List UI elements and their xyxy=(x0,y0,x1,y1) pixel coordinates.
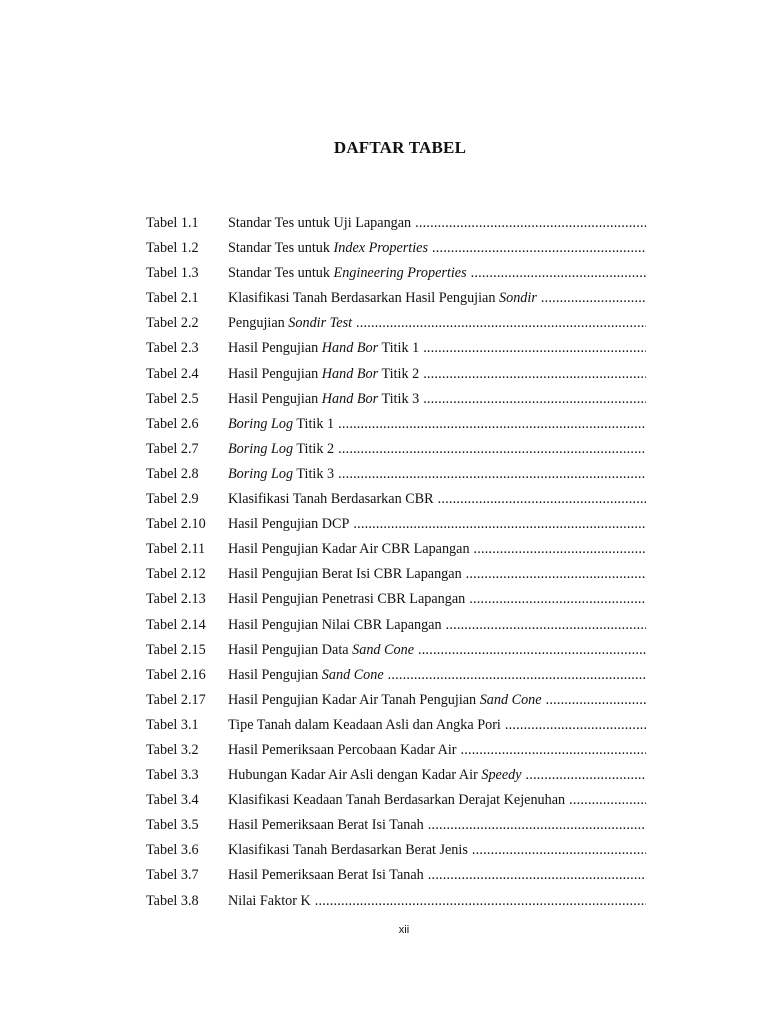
toc-entry[interactable] xyxy=(146,867,646,892)
toc-entry-title-text: Pengujian xyxy=(228,315,289,332)
toc-entry-number: Tabel 2.10 xyxy=(146,516,206,533)
toc-entry-title xyxy=(228,842,468,859)
toc-entry-title-text: Klasifikasi Keadaan Tanah Berdasarkan Derajat Kejenuhan xyxy=(228,792,566,809)
toc-entry[interactable] xyxy=(146,842,646,867)
toc-entry-title xyxy=(228,591,465,608)
toc-entry[interactable] xyxy=(146,893,646,918)
toc-entry-title xyxy=(228,541,470,558)
toc-entry-title xyxy=(228,290,537,307)
toc-entry-leader-dots xyxy=(338,466,646,483)
toc-entry[interactable] xyxy=(146,340,646,365)
toc-entry-leader-dots xyxy=(338,416,646,433)
toc-entry-leader-dots xyxy=(423,366,646,383)
toc-entry-title xyxy=(228,315,352,332)
toc-entry-title xyxy=(228,340,419,357)
toc-entry-number: Tabel 1.2 xyxy=(146,240,199,257)
toc-entry-title-italic: Sand Cone xyxy=(479,691,542,708)
toc-entry-title-text: Klasifikasi Tanah Berdasarkan Hasil Pengujian xyxy=(228,290,499,307)
toc-entry[interactable] xyxy=(146,441,646,466)
toc-entry-number: Tabel 3.2 xyxy=(146,741,199,758)
toc-entry-number: Tabel 2.13 xyxy=(146,591,206,608)
toc-entry-title xyxy=(228,366,419,383)
toc-entry-number: Tabel 2.11 xyxy=(146,541,206,558)
toc-entry-leader-dots xyxy=(423,391,646,408)
toc-entry-leader-dots xyxy=(315,893,646,910)
toc-entry-title xyxy=(228,516,349,533)
toc-entry-leader-dots xyxy=(428,867,646,884)
toc-entry[interactable] xyxy=(146,792,646,817)
toc-entry[interactable] xyxy=(146,617,646,642)
table-list xyxy=(146,215,646,918)
toc-entry-title xyxy=(228,491,434,508)
toc-entry-leader-dots xyxy=(469,591,646,608)
toc-entry-title xyxy=(228,215,411,232)
toc-entry-title-text: Titik 1 xyxy=(378,340,420,357)
toc-entry[interactable] xyxy=(146,717,646,742)
toc-entry-title-text: Klasifikasi Tanah Berdasarkan Berat Jenis xyxy=(228,842,468,859)
toc-entry[interactable] xyxy=(146,817,646,842)
toc-entry-title xyxy=(228,817,424,834)
toc-entry-leader-dots xyxy=(466,566,646,583)
toc-entry[interactable] xyxy=(146,215,646,240)
toc-entry-number: Tabel 2.12 xyxy=(146,566,206,583)
toc-entry-title-text: Nilai Faktor K xyxy=(228,892,311,909)
toc-entry[interactable] xyxy=(146,566,646,591)
toc-entry-leader-dots xyxy=(569,792,646,809)
toc-entry-number: Tabel 2.15 xyxy=(146,641,206,658)
toc-entry-title-text: Standar Tes untuk xyxy=(228,240,334,257)
toc-entry-title-italic: Hand Bor xyxy=(321,390,379,407)
toc-entry-leader-dots xyxy=(472,842,646,859)
toc-entry-leader-dots xyxy=(388,667,646,684)
toc-entry-title xyxy=(228,240,428,257)
toc-entry[interactable] xyxy=(146,391,646,416)
toc-entry-title xyxy=(228,441,334,458)
toc-entry-title-text: Hasil Pengujian xyxy=(228,365,322,382)
toc-entry[interactable] xyxy=(146,591,646,616)
toc-entry-leader-dots xyxy=(428,817,646,834)
toc-entry-number: Tabel 3.3 xyxy=(146,767,199,784)
toc-entry[interactable] xyxy=(146,265,646,290)
toc-entry[interactable] xyxy=(146,290,646,315)
toc-entry[interactable] xyxy=(146,416,646,441)
toc-entry-title-text: Hasil Pemeriksaan Berat Isi Tanah xyxy=(228,817,424,834)
toc-entry-number: Tabel 2.9 xyxy=(146,491,199,508)
toc-entry-title-italic: Sondir xyxy=(499,290,537,307)
toc-entry-title-text: Hasil Pengujian Berat Isi CBR Lapangan xyxy=(228,566,462,583)
toc-entry-title-italic: Hand Bor xyxy=(321,340,379,357)
toc-entry-title-text: Hubungan Kadar Air Asli dengan Kadar Air xyxy=(228,767,482,784)
toc-entry-title-italic: Sand Cone xyxy=(321,666,384,683)
toc-entry-title xyxy=(228,692,542,709)
toc-entry-title-italic: Engineering Properties xyxy=(333,265,467,282)
toc-entry-leader-dots xyxy=(438,491,646,508)
toc-entry-title-text: Hasil Pengujian Nilai CBR Lapangan xyxy=(228,616,442,633)
page-title: DAFTAR TABEL xyxy=(333,138,467,157)
toc-entry-leader-dots xyxy=(432,240,646,257)
toc-entry-leader-dots xyxy=(338,441,646,458)
toc-entry-title-text: Hasil Pemeriksaan Percobaan Kadar Air xyxy=(228,741,457,758)
toc-entry-title xyxy=(228,792,565,809)
toc-entry-number: Tabel 2.14 xyxy=(146,616,206,633)
toc-entry[interactable] xyxy=(146,516,646,541)
toc-entry-title xyxy=(228,742,457,759)
toc-entry-title-text: Hasil Pengujian xyxy=(228,390,322,407)
toc-entry[interactable] xyxy=(146,240,646,265)
toc-entry-leader-dots xyxy=(353,516,646,533)
toc-entry-leader-dots xyxy=(471,265,646,282)
toc-entry-leader-dots xyxy=(415,215,646,232)
toc-entry-title-italic: Boring Log xyxy=(228,415,294,432)
toc-entry-leader-dots xyxy=(356,315,646,332)
toc-entry-number: Tabel 1.1 xyxy=(146,215,199,231)
toc-entry-title-text: Hasil Pengujian Kadar Air CBR Lapangan xyxy=(228,541,470,558)
toc-entry[interactable] xyxy=(146,491,646,516)
toc-entry-number: Tabel 2.4 xyxy=(146,365,199,382)
toc-entry-leader-dots xyxy=(418,642,646,659)
toc-entry-number: Tabel 2.1 xyxy=(146,290,199,307)
toc-entry-title xyxy=(228,391,419,408)
toc-entry-title-text: Standar Tes untuk xyxy=(228,265,334,282)
toc-entry[interactable] xyxy=(146,466,646,491)
toc-entry-leader-dots xyxy=(541,290,646,307)
toc-entry[interactable] xyxy=(146,541,646,566)
toc-entry-title xyxy=(228,767,522,784)
toc-entry-title xyxy=(228,642,414,659)
toc-entry-title-italic: Boring Log xyxy=(228,465,294,482)
toc-entry[interactable] xyxy=(146,692,646,717)
toc-entry-number: Tabel 2.2 xyxy=(146,315,199,332)
toc-entry[interactable] xyxy=(146,366,646,391)
toc-entry-title xyxy=(228,667,384,684)
toc-entry-title xyxy=(228,893,311,910)
toc-entry-number: Tabel 2.3 xyxy=(146,340,199,357)
toc-entry[interactable] xyxy=(146,315,646,340)
toc-entry-number: Tabel 3.4 xyxy=(146,792,199,809)
toc-entry-title xyxy=(228,416,334,433)
toc-entry-title-italic: Hand Bor xyxy=(321,365,379,382)
toc-entry[interactable] xyxy=(146,767,646,792)
toc-entry-leader-dots xyxy=(446,617,646,634)
toc-entry-title-text: Titik 3 xyxy=(378,390,420,407)
toc-entry-number: Tabel 2.16 xyxy=(146,666,206,683)
toc-entry-title-text: Hasil Pengujian Data xyxy=(228,641,353,658)
toc-entry-title-text: Titik 2 xyxy=(293,440,335,457)
toc-entry-leader-dots xyxy=(526,767,646,784)
toc-entry-title xyxy=(228,265,467,282)
toc-entry-title-text: Klasifikasi Tanah Berdasarkan CBR xyxy=(228,491,434,508)
toc-entry-number: Tabel 2.5 xyxy=(146,390,199,407)
toc-entry-leader-dots xyxy=(546,692,646,709)
toc-entry-number: Tabel 3.1 xyxy=(146,716,199,733)
toc-entry-number: Tabel 3.6 xyxy=(146,842,199,859)
toc-entry-title-text: Hasil Pengujian xyxy=(228,666,322,683)
toc-entry-title-text: Titik 2 xyxy=(378,365,420,382)
toc-entry[interactable] xyxy=(146,642,646,667)
toc-entry[interactable] xyxy=(146,742,646,767)
toc-entry-number: Tabel 2.7 xyxy=(146,440,199,457)
toc-entry-leader-dots xyxy=(423,340,646,357)
toc-entry-title-italic: Sand Cone xyxy=(352,641,414,658)
toc-entry-title-italic: Boring Log xyxy=(228,440,294,457)
toc-entry-title xyxy=(228,466,334,483)
toc-entry-number: Tabel 1.3 xyxy=(146,265,199,282)
toc-entry-number: Tabel 2.8 xyxy=(146,465,199,482)
toc-entry-title-text: Titik 1 xyxy=(293,415,335,432)
toc-entry-title-italic: Sondir Test xyxy=(288,315,353,332)
toc-entry-title-italic: Index Properties xyxy=(333,240,428,257)
toc-entry-number: Tabel 3.5 xyxy=(146,817,199,834)
toc-entry-title-text: Titik 3 xyxy=(293,465,335,482)
toc-entry-title-italic: Speedy xyxy=(481,767,522,784)
toc-entry-title-text: Hasil Pengujian Kadar Air Tanah Pengujian xyxy=(228,691,480,708)
toc-entry-number: Tabel 3.8 xyxy=(146,892,199,909)
toc-entry-title xyxy=(228,617,442,634)
toc-entry-leader-dots xyxy=(461,742,647,759)
toc-entry-leader-dots xyxy=(505,717,646,734)
toc-entry-title-text: Hasil Pengujian xyxy=(228,340,322,357)
toc-entry-title-text: Hasil Pengujian DCP xyxy=(228,516,350,533)
toc-entry-title xyxy=(228,717,501,734)
toc-entry-number: Tabel 2.17 xyxy=(146,691,206,708)
page-number: xii xyxy=(398,924,410,936)
toc-entry-number: Tabel 2.6 xyxy=(146,415,199,432)
toc-entry-title-text: Hasil Pemeriksaan Berat Isi Tanah xyxy=(228,867,424,884)
toc-entry-title xyxy=(228,867,424,884)
toc-entry-title-text: Standar Tes untuk Uji Lapangan xyxy=(228,215,412,231)
toc-entry[interactable] xyxy=(146,667,646,692)
toc-entry-title-text: Hasil Pengujian Penetrasi CBR Lapangan xyxy=(228,591,466,608)
toc-entry-title xyxy=(228,566,462,583)
toc-entry-leader-dots xyxy=(474,541,646,558)
toc-entry-number: Tabel 3.7 xyxy=(146,867,199,884)
toc-entry-title-text: Tipe Tanah dalam Keadaan Asli dan Angka Pori xyxy=(228,716,501,733)
